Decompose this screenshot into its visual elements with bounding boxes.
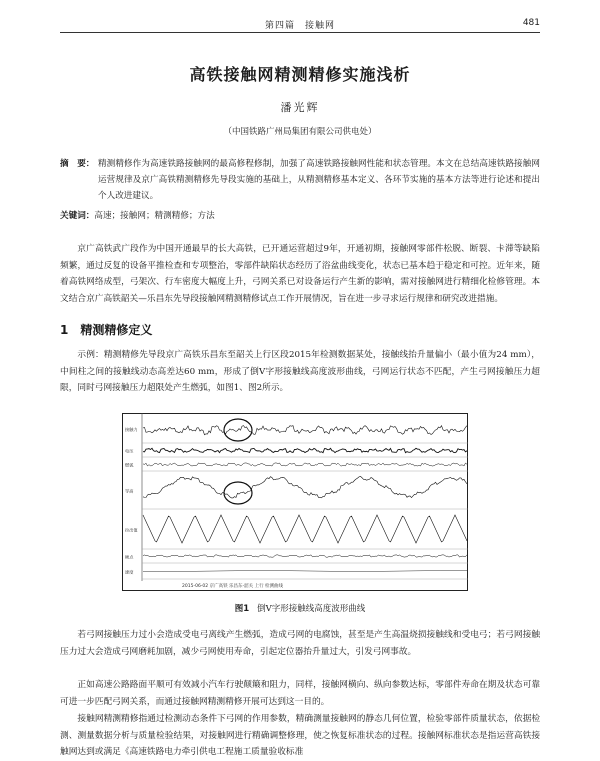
panel-label-7: 速度 — [125, 569, 134, 575]
keywords — [60, 209, 540, 221]
section-heading — [60, 321, 164, 338]
figure-frame — [123, 414, 468, 591]
author: 潘光辉 — [280, 101, 320, 114]
intro-paragraph: 京广高铁武广段作为中国开通最早的长大高铁，已开通运营超过9年，开通初期，接触网零部件松脱、断裂、卡滞等缺陷频繁，通过反复的设备平推检查和专项整治，零部件缺陷状态经历了浴盆曲线变化，状态已基本趋于稳定和可控。近年来，随着高铁网络成型，弓架次、行车密度大幅度上升，弓网关系已对设备运行产生新的影响，需对接触网进行精细化检修管理。本文结合京广高铁韶关—乐昌东先导段接触网精测精修试点工作开展情况，旨在进一步寻求运行规律和研究改进措施。 — [60, 244, 540, 304]
abstract-label: 摘 要： — [60, 159, 95, 169]
example-paragraph: 示例：精测精修先导段京广高铁乐昌东至韶关上行区段2015年检测数据某处，接触线抬升量偏小（最小值为24 mm），中间柱之间的接触线动态高差达60 mm，形成了倒V字形接触线高度波形曲线，弓网运行状态不匹配，产生弓网接触压力超限，同时弓网接触压力超限处产生燃弧，如图1、图2所示。 — [60, 350, 540, 393]
panel-label-3: 燃弧 — [125, 462, 134, 468]
keywords-label: 关键词： — [60, 211, 95, 221]
paper-title: 高铁接触网精测精修实施浅析 — [189, 65, 411, 84]
abstract-text: 精测精修作为高速铁路接触网的最高修程修制，加强了高速铁路接触网性能和状态管理。本文在总结高速铁路接触网运营规律及京广高铁精测精修先导段实施的基础上，从精测精修基本定义、各环节实施的基本方法等进行论述和提出个人改进建议。 — [98, 159, 540, 201]
figure-footer: 2015-06-02 京广高铁 乐昌东-韶关 上行 检测曲线 — [182, 584, 283, 589]
running-header — [60, 16, 540, 33]
panel-label-2: 电压 — [125, 448, 134, 454]
paragraph-3: 若弓网接触压力过小会造成受电弓离线产生燃弧，造成弓网的电腐蚀，甚至是产生高温烧损接触线和受电弓；若弓网接触压力过大会造成弓网磨耗加剧，减少弓网使用寿命，引起定位器抬升量过大，引发弓网事故。 — [60, 630, 540, 657]
paragraph-5: 接触网精测精修指通过检测动态条件下弓网的作用参数，精确测量接触网的静态几何位置，检验零部件质量状态，依据检测、测量数据分析与质量检验结果，对接触网进行精确调整修理，使之恢复标准状态的过程。接触网标准状态是指运营高铁接触网达到或满足《高速铁路电力牵引供电工程施工质量验收标准 — [60, 714, 540, 757]
panel-label-6: 硬点 — [125, 554, 134, 560]
page-number: 481 — [522, 18, 540, 28]
abstract — [60, 156, 540, 204]
paragraph-4: 正如高速公路路面平顺可有效减小汽车行驶颠簸和阻力，同样，接触网横向、纵向参数达标，零部件寿命在期及状态可靠可进一步匹配弓网关系，而通过接触网精测精修开展可达到这一目的。 — [60, 680, 540, 707]
figure-waveform — [122, 413, 468, 591]
keywords-text: 高速；接触网；精测精修；方法 — [94, 211, 215, 221]
panel-label-5: 拉出值 — [125, 527, 138, 533]
figure-caption-text: 倒V字形接触线高度波形曲线 — [257, 604, 366, 614]
panel-label-4: 导高 — [125, 488, 134, 494]
panel-label-1: 接触力 — [125, 427, 138, 432]
figure-caption — [0, 602, 600, 614]
header-section: 第四篇 接触网 — [264, 21, 335, 31]
figure-caption-number: 图1 — [234, 604, 250, 614]
section-title: 精测精修定义 — [80, 323, 153, 337]
section-number: 1 — [60, 323, 69, 337]
affiliation: （中国铁路广州局集团有限公司供电处） — [223, 127, 377, 137]
